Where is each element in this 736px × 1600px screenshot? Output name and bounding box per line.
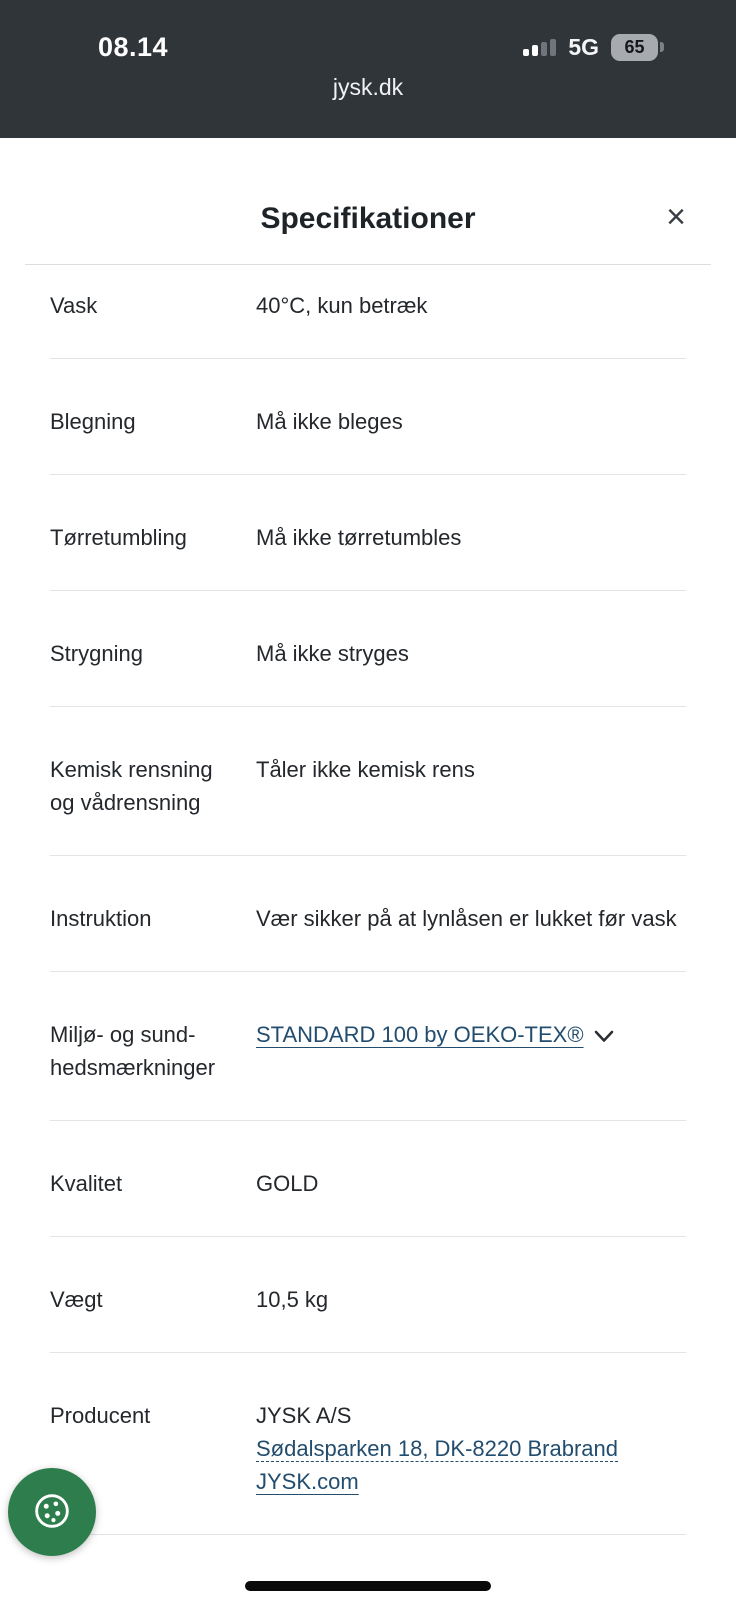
spec-row-kemisk-rensning — [50, 707, 686, 856]
producer-name: JYSK A/S — [256, 1403, 352, 1428]
status-bar-row — [0, 0, 736, 62]
spec-row-kvalitet — [50, 1121, 686, 1237]
cookie-icon — [29, 1488, 75, 1537]
spec-value: Vær sikker på at lynlåsen er lukket før vask — [256, 906, 677, 931]
spec-value — [256, 1399, 686, 1498]
spec-row-strygning — [50, 591, 686, 707]
spec-label: Kemisk rensning og vådrensning — [50, 757, 213, 815]
browser-url[interactable]: jysk.dk — [332, 74, 404, 100]
spec-value: 40°C, kun betræk — [256, 293, 428, 318]
spec-value: 10,5 kg — [256, 1287, 329, 1312]
spec-label: Vægt — [50, 1287, 103, 1312]
status-bar — [0, 0, 736, 138]
cookie-consent-button[interactable] — [8, 1468, 96, 1556]
cellular-signal-icon — [523, 39, 556, 56]
spec-label: Vask — [50, 293, 98, 318]
spec-value: Tåler ikke kemisk rens — [256, 757, 475, 782]
spec-label: Blegning — [50, 409, 136, 434]
modal-header — [0, 138, 736, 264]
spec-value: Må ikke tørretumbles — [256, 525, 462, 550]
modal-title: Specifikationer — [260, 202, 476, 235]
spec-value: GOLD — [256, 1171, 319, 1196]
spec-label: Tørretumbling — [50, 525, 187, 550]
status-time: 08.14 — [98, 31, 169, 62]
spec-value: Må ikke bleges — [256, 409, 403, 434]
network-type-label: 5G — [568, 33, 599, 60]
producer-website-link[interactable]: JYSK.com — [256, 1469, 359, 1494]
spec-row-instruktion — [50, 856, 686, 972]
spec-label: Kvalitet — [50, 1171, 123, 1196]
close-button[interactable]: × — [662, 196, 690, 238]
spec-value: Må ikke stryges — [256, 641, 409, 666]
oeko-tex-link[interactable]: STANDARD 100 by OEKO-TEX® — [256, 1022, 584, 1047]
spec-label: Producent — [50, 1403, 151, 1428]
spec-row-producent — [50, 1353, 686, 1535]
spec-row-vaegt — [50, 1237, 686, 1353]
producer-address-link[interactable]: Sødalsparken 18, DK-8220 Brabrand — [256, 1436, 618, 1461]
spec-row-vask — [50, 265, 686, 359]
spec-row-torretumbling — [50, 475, 686, 591]
battery-nub — [660, 42, 664, 52]
spec-label: Strygning — [50, 641, 143, 666]
spec-label: Miljø- og sund-hedsmærkninger — [50, 1022, 216, 1080]
spec-table — [0, 265, 736, 1535]
spec-row-blegning — [50, 359, 686, 475]
spec-row-miljoemaerkninger — [50, 972, 686, 1121]
battery-icon — [611, 34, 664, 61]
spec-label: Instruktion — [50, 906, 152, 931]
status-icons — [523, 34, 664, 61]
chevron-down-icon[interactable] — [594, 1019, 614, 1052]
battery-percent: 65 — [611, 34, 658, 61]
home-indicator[interactable] — [245, 1581, 491, 1591]
spec-value — [256, 1018, 686, 1052]
